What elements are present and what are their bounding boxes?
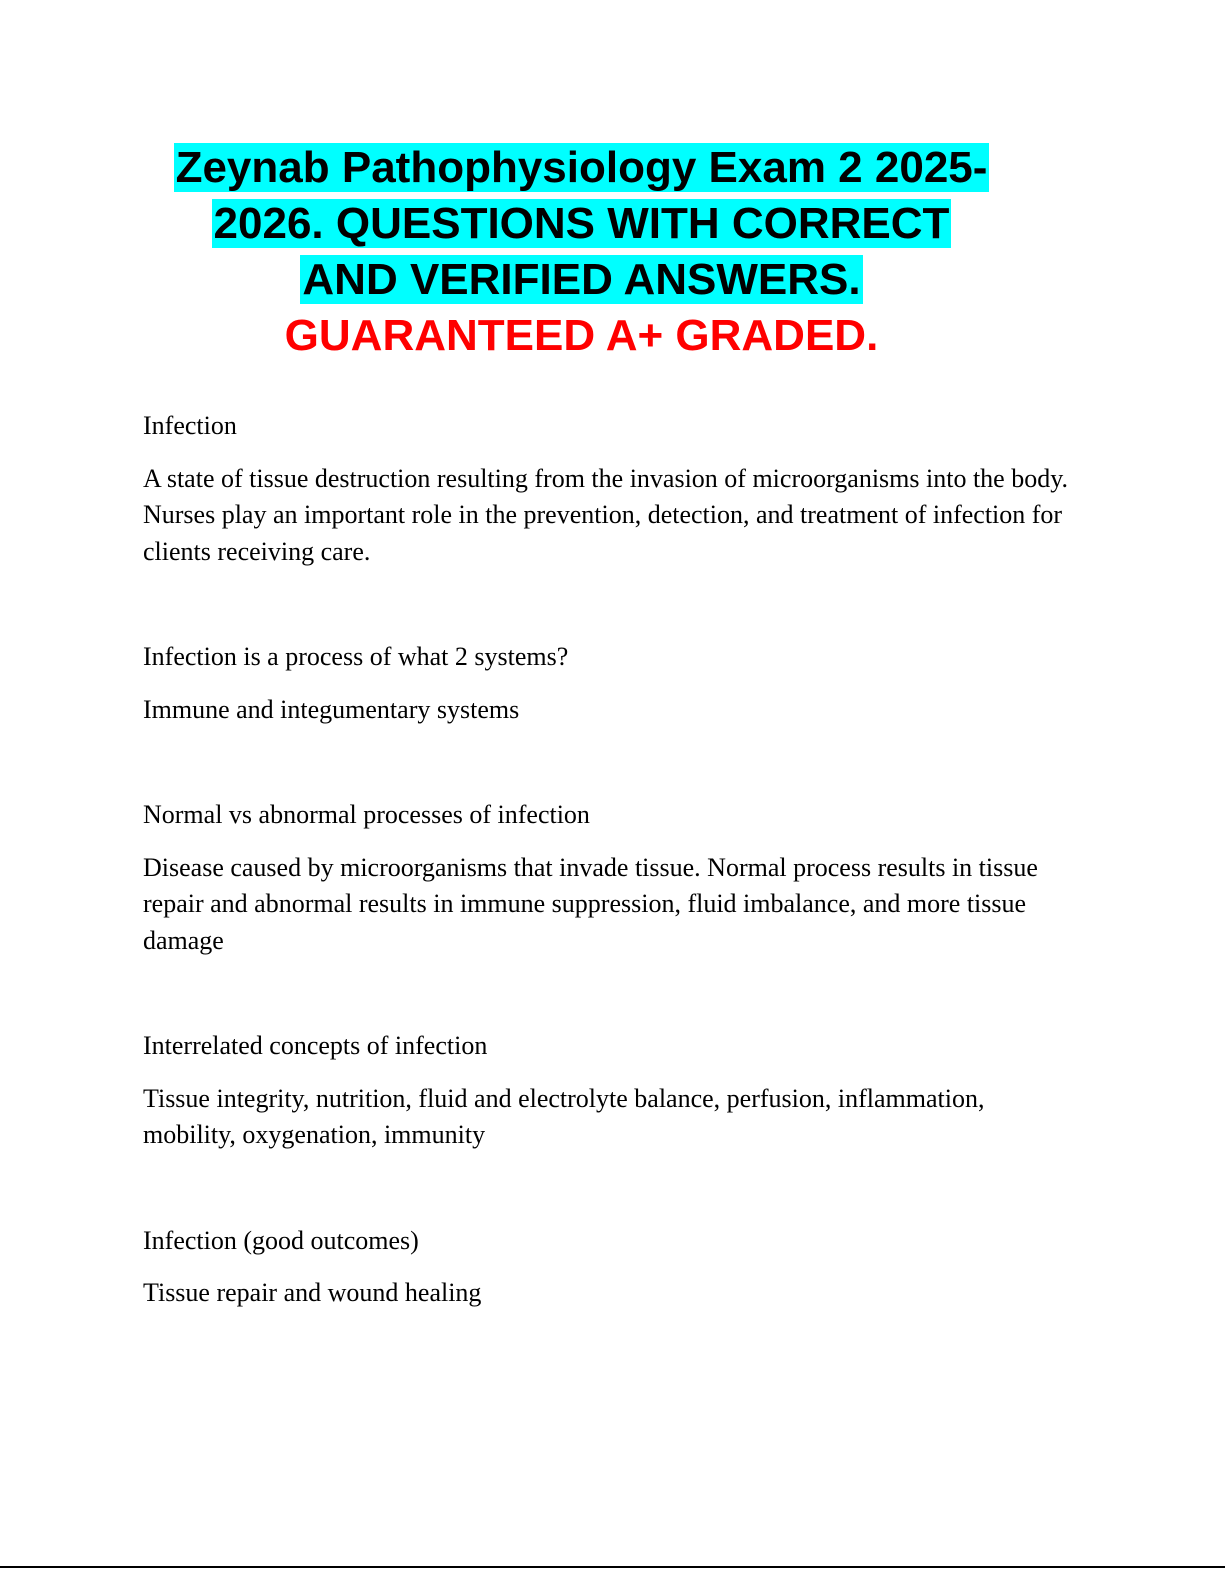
title-line-1-text: Zeynab Pathophysiology Exam 2 2025- — [175, 143, 988, 192]
page-bottom-divider — [0, 1566, 1225, 1568]
qa-term: Interrelated concepts of infection — [143, 1031, 488, 1060]
title-line-1 — [0, 140, 1163, 196]
qa-definition: Disease caused by microorganisms that invade tissue. Normal process results in tissue repair and abnormal results in immune suppression, fluid imbalance, and more tissue damage — [143, 852, 1038, 955]
document-title — [0, 140, 1163, 364]
qa-term: Normal vs abnormal processes of infection — [143, 800, 590, 829]
qa-entry — [143, 639, 1083, 728]
qa-entry — [143, 1223, 1083, 1312]
qa-entry — [143, 408, 1083, 570]
title-line-3-text: AND VERIFIED ANSWERS. — [302, 255, 861, 304]
title-line-3 — [0, 252, 1163, 308]
qa-list — [143, 408, 1083, 1381]
qa-definition: Immune and integumentary systems — [143, 694, 520, 724]
qa-term: Infection (good outcomes) — [143, 1225, 419, 1255]
title-line-2-text: 2026. QUESTIONS WITH CORRECT — [213, 199, 950, 248]
qa-definition: Tissue integrity, nutrition, fluid and electrolyte balance, perfusion, inflammation, mobility, oxygenation, immunity — [143, 1083, 985, 1149]
qa-term: Infection is a process of what 2 systems? — [143, 642, 569, 671]
qa-definition: A state of tissue destruction resulting from the invasion of microorganisms into the body. Nurses play an important role in the prevention, detection, and treatment of infection for clients receiving care. — [143, 463, 1069, 566]
title-guarantee: GUARANTEED A+ GRADED. — [284, 311, 879, 360]
qa-entry — [143, 797, 1083, 959]
qa-term: Infection — [143, 411, 237, 440]
qa-entry — [143, 1028, 1083, 1154]
qa-definition: Tissue repair and wound healing — [143, 1278, 482, 1307]
title-line-2 — [0, 196, 1163, 252]
